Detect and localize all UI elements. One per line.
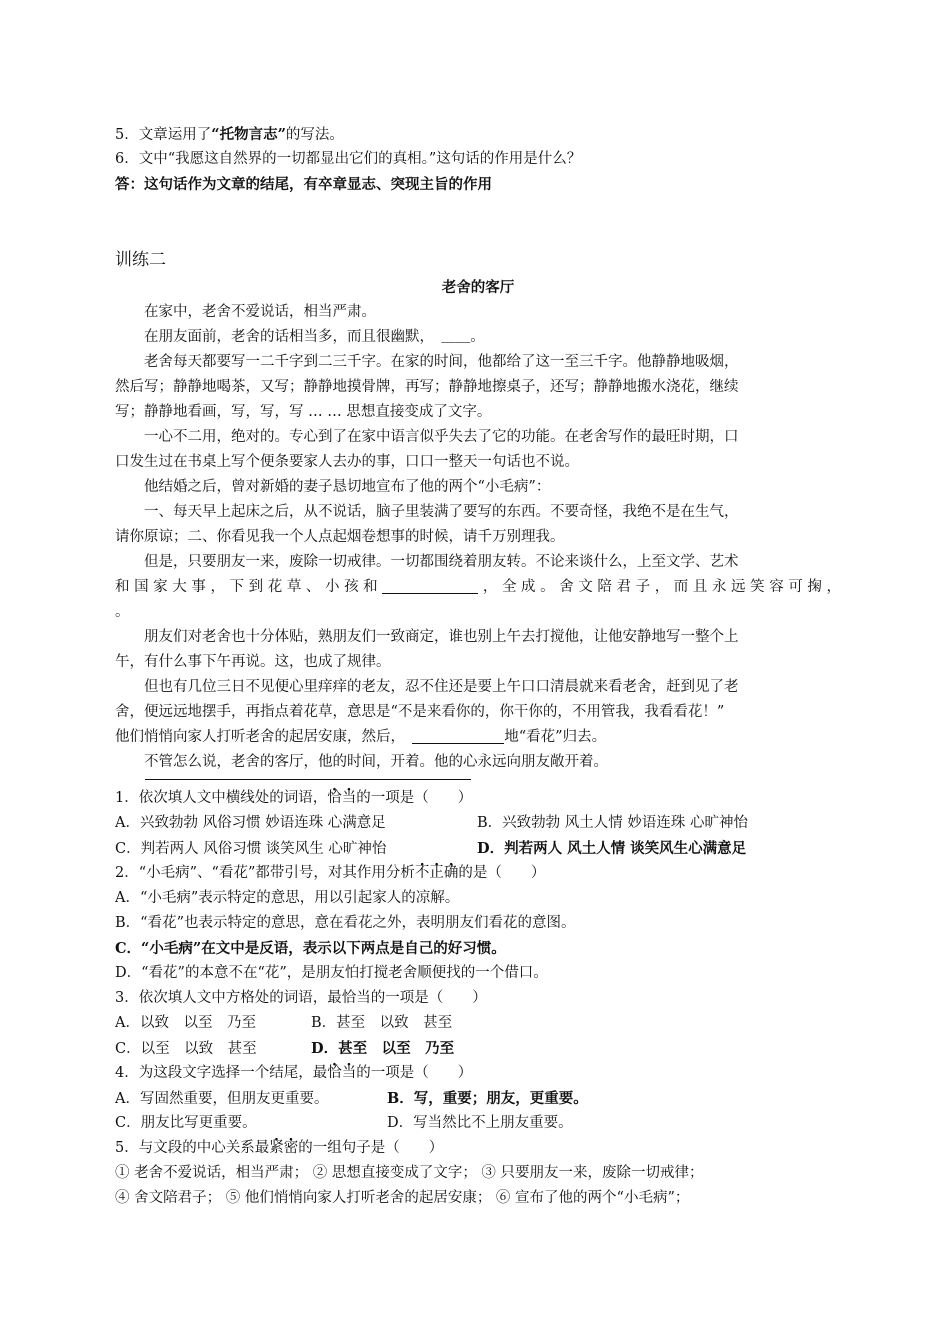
q1-option-b: B．兴致勃勃 风土人情 妙语连珠 心旷神怡 bbox=[477, 815, 748, 831]
q2-option-b: B．“看花”也表示特定的意思，意在看花之外，表明朋友们看花的意图。 bbox=[115, 915, 576, 931]
emphasis-dot-char: 不 bbox=[414, 865, 430, 881]
paragraph-3-line-3: 写；静静地看画，写，写，写 … … 思想直接变成了文字。 bbox=[115, 404, 492, 420]
paragraph-8-line-1: 朋友们对老舍也十分体贴，熟朋友们一致商定，谁也别上午去打搅他，让他安静地写一整个上 bbox=[144, 629, 739, 645]
q5-tail: 的写法。 bbox=[285, 127, 344, 143]
emphasis-dot-char: 密 bbox=[283, 1140, 299, 1156]
q3-option-d: D．甚至 以至 乃至 bbox=[311, 1040, 455, 1057]
q5-sentences-line-1: ① 老舍不爱说话，相当严肃； ② 思想直接变成了文字； ③ 只要朋友一来，废除一切戒律； bbox=[115, 1165, 704, 1181]
fill-blank bbox=[382, 577, 478, 594]
paragraph-7-line-2: 和国家大事，下到花草、小孩和 ，全成。舍文陪君子，而且永远笑容可掬， bbox=[115, 579, 841, 595]
section-heading: 训练二 bbox=[115, 250, 166, 270]
q5-text: 5．文章运用了 bbox=[115, 127, 212, 143]
q1-options-ab bbox=[115, 811, 841, 836]
paragraph-9-line-3: 他们悄悄向家人打听老舍的起居安康，然后， 地“看花”归去。 bbox=[115, 729, 607, 745]
q3-option-c: C．以至 以致 甚至 bbox=[115, 1041, 257, 1057]
divider-line bbox=[145, 779, 471, 780]
q4-stem: 4．为这段文字选择一个结尾，最恰当的一项是（ ） bbox=[115, 1065, 473, 1081]
q1-option-a: A．兴致勃勃 风俗习惯 妙语连珠 心满意足 bbox=[115, 815, 386, 831]
paragraph-8-line-2: 午，有什么事下午再说。这，也成了规律。 bbox=[115, 654, 391, 670]
paragraph-4-line-2: 口发生过在书桌上写个便条要家人去办的事，口口一整天一句话也不说。 bbox=[115, 454, 579, 470]
q4-options-ab bbox=[115, 1086, 841, 1111]
paragraph-5: 他结婚之后，曾对新婚的妻子恳切地宣布了他的两个“小毛病”： bbox=[144, 479, 551, 495]
emphasis-dot-char: 紧 bbox=[269, 1140, 284, 1156]
paragraph-6-line-2: 请你原谅；二、你看见我一个人点起烟卷想事的时候，请千万别理我。 bbox=[115, 529, 565, 545]
answer-6: 答：这句话作为文章的结尾，有卒章显志、突现主旨的作用 bbox=[115, 176, 492, 193]
paragraph-6-line-1: 一、每天早上起床之后，从不说话，脑子里装满了要写的东西。不要奇怪，我绝不是在生气， bbox=[144, 504, 739, 520]
paragraph-10: 不管怎么说，老舍的客厅，他的时间，开着。他的心永远向朋友敞开着。 bbox=[144, 754, 608, 770]
q4-option-c: C．朋友比写更重要。 bbox=[115, 1115, 257, 1131]
q2-option-a: A．“小毛病”表示特定的意思，用以引起家人的凉解。 bbox=[115, 890, 460, 906]
q3-option-a: A．以致 以至 乃至 bbox=[115, 1015, 256, 1031]
emphasis-dot-char: 确 bbox=[443, 865, 459, 881]
q3-options-ab bbox=[115, 1011, 841, 1036]
paragraph-1: 在家中，老舍不爱说话，相当严肃。 bbox=[144, 304, 376, 320]
paragraph-7-line-1: 但是，只要朋友一来，废除一切戒律。一切都围绕着朋友转。不论来谈什么，上至文学、艺术 bbox=[144, 554, 739, 570]
paragraph-4-line-1: 一心不二用，绝对的。专心到了在家中语言似乎失去了它的功能。在老舍写作的最旺时期，口 bbox=[144, 429, 739, 445]
emphasis-dot-char: 当 bbox=[341, 790, 357, 806]
q4-option-b: B．写，重要；朋友，更重要。 bbox=[387, 1090, 588, 1107]
paragraph-9-line-1: 但也有几位三日不见便心里痒痒的老友，忍不住还是要上午口口清晨就来看老舍，赶到见了老 bbox=[144, 679, 739, 695]
q4-option-d: D．写当然比不上朋友重要。 bbox=[387, 1115, 573, 1131]
q2-option-d: D．“看花”的本意不在“花”，是朋友怕打搅老舍顺便找的一个借口。 bbox=[115, 965, 548, 981]
q1-option-d: D．判若两人 风土人情 谈笑风生心满意足 bbox=[477, 840, 747, 857]
emphasized-text bbox=[415, 865, 459, 881]
q2-stem: 2．“小毛病”、“看花”都带引号，对其作用分析不正确的是（ ） bbox=[115, 865, 546, 881]
q5-stem: 5．与文段的中心关系最紧密的一组句子是（ ） bbox=[115, 1140, 444, 1156]
q2-option-c: C．“小毛病”在文中是反语，表示以下两点是自己的好习惯。 bbox=[115, 940, 506, 957]
q5-bold-term: “托物言志” bbox=[211, 126, 286, 143]
q3-option-b: B．甚至 以致 甚至 bbox=[311, 1015, 453, 1031]
q1-option-c: C．判若两人 风俗习惯 谈笑风生 心旷神怡 bbox=[115, 841, 387, 857]
emphasized-text bbox=[327, 1065, 356, 1081]
paragraph-3-line-2: 然后写；静静地喝茶，又写；静静地摸骨牌，再写；静静地擦桌子，还写；静静地搬水浇花，继续 bbox=[115, 379, 739, 395]
emphasis-dot-char: 当 bbox=[341, 1065, 357, 1081]
q3-options-cd bbox=[115, 1036, 841, 1061]
q4-options-cd bbox=[115, 1111, 841, 1136]
paragraph-7-line-3: 。 bbox=[115, 604, 130, 620]
fill-blank bbox=[412, 727, 504, 744]
paragraph-9-line-2: 舍，便远远地摆手，再指点着花草，意思是“不是来看你的，你干你的，不用管我，我看看花！” bbox=[115, 704, 725, 720]
document-page bbox=[115, 122, 841, 1211]
emphasis-dot-char: 恰 bbox=[327, 790, 342, 806]
emphasized-text bbox=[269, 1140, 298, 1156]
q1-options-cd bbox=[115, 836, 841, 861]
article-title: 老舍的客厅 bbox=[441, 279, 515, 296]
question-5-prev bbox=[115, 122, 841, 147]
q4-option-a: A．写固然重要，但朋友更重要。 bbox=[115, 1091, 329, 1107]
paragraph-2: 在朋友面前，老舍的话相当多，而且很幽默， ＿＿。 bbox=[144, 329, 485, 345]
emphasis-dot-char: 正 bbox=[429, 865, 444, 881]
q5-sentences-line-2: ④ 舍文陪君子； ⑤ 他们悄悄向家人打听老舍的起居安康； ⑥ 宣布了他的两个“小毛病”； bbox=[115, 1190, 690, 1206]
emphasis-dot-char: 恰 bbox=[327, 1065, 342, 1081]
q3-stem: 3．依次填人文中方格处的词语，最恰当的一项是（ ） bbox=[115, 990, 487, 1006]
emphasized-text bbox=[327, 790, 356, 806]
q1-stem: 1．依次填人文中横线处的词语，恰当的一项是（ ） bbox=[115, 790, 473, 806]
paragraph-3-line-1: 老舍每天都要写一二千字到二三千字。在家的时间，他都给了这一至三千字。他静静地吸烟， bbox=[144, 354, 739, 370]
question-6-prev: 6．文中“我愿这自然界的一切都显出它们的真相。”这句话的作用是什么？ bbox=[115, 151, 582, 167]
